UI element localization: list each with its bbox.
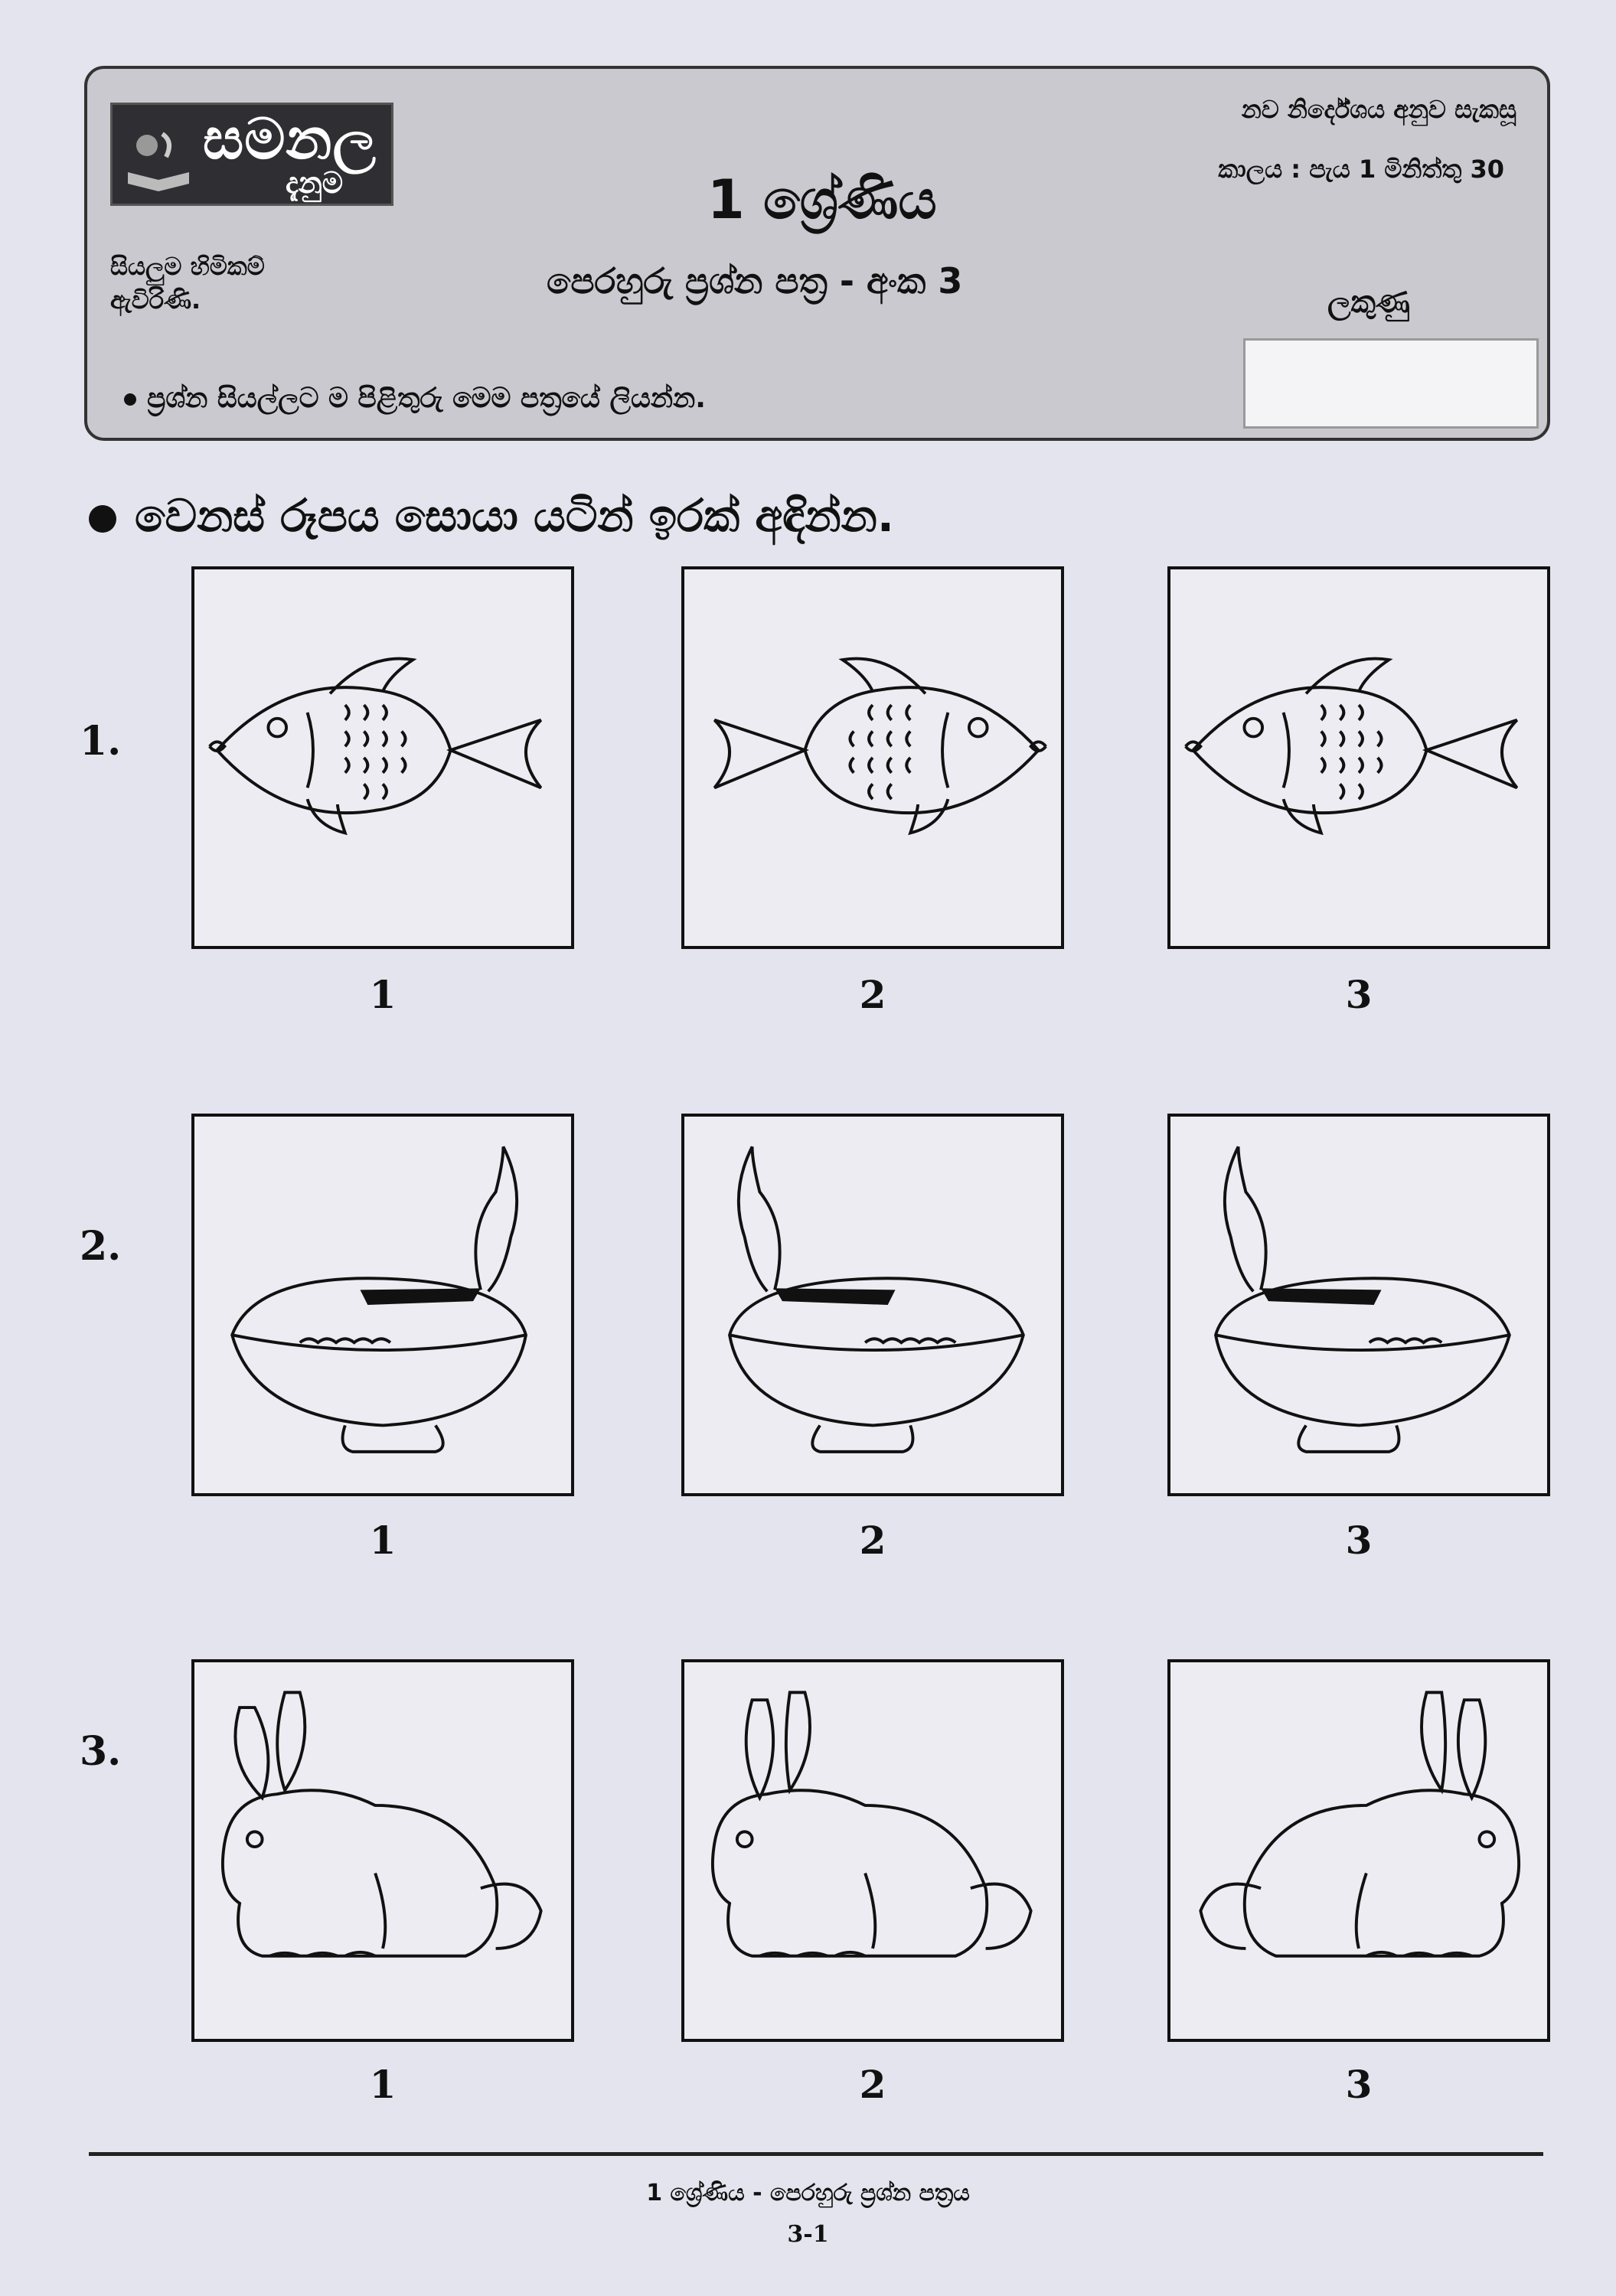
section-instruction (89, 490, 894, 543)
footer-divider (89, 2152, 1543, 2156)
bullet-icon (124, 393, 136, 406)
oil-lamp-picture-3[interactable] (1167, 1114, 1550, 1496)
fish-picture-3[interactable] (1167, 566, 1550, 949)
header-box (84, 66, 1550, 441)
logo-subtitle: දැනුම (286, 166, 344, 200)
fish-picture-2[interactable] (681, 566, 1064, 949)
general-instruction (124, 383, 706, 415)
fish-icon (194, 569, 571, 946)
rabbit-picture-3[interactable] (1167, 1659, 1550, 2042)
question-number: 3. (80, 1728, 122, 1775)
option-label: 3 (1345, 2062, 1373, 2107)
option-label: 1 (369, 972, 397, 1017)
section-instruction-text: වෙනස් රූපය සොයා යටින් ඉරක් අඳින්න. (135, 490, 894, 542)
bullet-icon (89, 505, 116, 533)
oil-lamp-icon (194, 1117, 571, 1493)
copyright-note: සියලුම හිමිකම් ඇවිරිණි. (110, 252, 265, 315)
logo-title: සමනල (203, 106, 377, 172)
time-allowed: කාලය : පැය 1 මිනිත්තු 30 (1218, 155, 1504, 184)
option-label: 3 (1345, 972, 1373, 1017)
publisher-logo (110, 103, 393, 206)
logo-book-icon (120, 119, 197, 195)
rabbit-icon (684, 1662, 1061, 2039)
fish-icon (1170, 569, 1547, 946)
fish-picture-1[interactable] (191, 566, 574, 949)
page-number: 3-1 (787, 2221, 829, 2248)
marks-box[interactable] (1243, 338, 1539, 429)
oil-lamp-icon (1170, 1117, 1547, 1493)
oil-lamp-picture-2[interactable] (681, 1114, 1064, 1496)
marks-label: ලකුණු (1327, 285, 1410, 320)
option-label: 3 (1345, 1518, 1373, 1563)
oil-lamp-picture-1[interactable] (191, 1114, 574, 1496)
footer-title: 1 ශ්‍රේණිය - පෙරහුරු ප්‍රශ්න පත්‍රය (646, 2180, 970, 2206)
option-label: 2 (859, 972, 886, 1017)
fish-icon (684, 569, 1061, 946)
option-label: 2 (859, 1518, 886, 1563)
option-label: 2 (859, 2062, 886, 2107)
rabbit-picture-1[interactable] (191, 1659, 574, 2042)
rabbit-icon (1170, 1662, 1547, 2039)
option-label: 1 (369, 2062, 397, 2107)
paper-title: පෙරහුරු ප්‍රශ්න පත්‍ර - අංක 3 (547, 260, 963, 302)
option-label: 1 (369, 1518, 397, 1563)
question-number: 2. (80, 1223, 122, 1270)
rabbit-picture-2[interactable] (681, 1659, 1064, 2042)
oil-lamp-icon (684, 1117, 1061, 1493)
question-number: 1. (80, 718, 122, 765)
general-instruction-text: ප්‍රශ්න සියල්ලට ම පිළිතුරු මෙම පත්‍රයේ ලියන්න. (147, 383, 706, 414)
syllabus-note: නව නිර්දේශය අනුව සැකසූ (1241, 95, 1516, 124)
grade-title: 1 ශ්‍රේණිය (707, 168, 937, 231)
rabbit-icon (194, 1662, 571, 2039)
